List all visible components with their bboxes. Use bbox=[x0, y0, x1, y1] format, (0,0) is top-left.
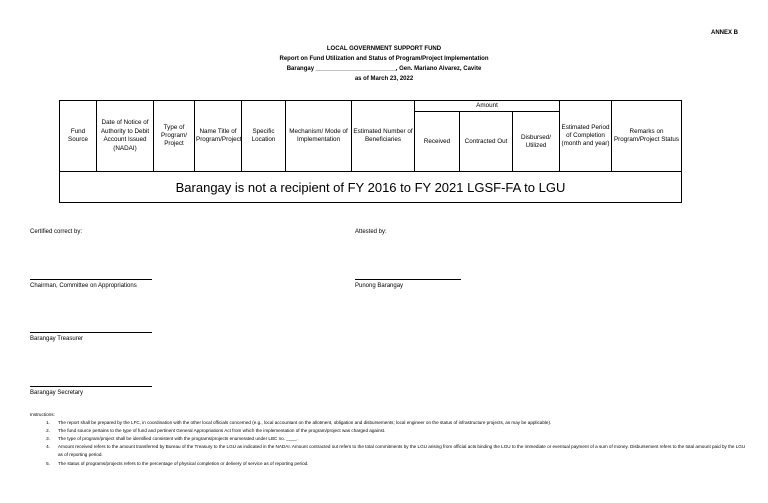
signature-line-chairman bbox=[30, 279, 152, 280]
instruction-number: 2. bbox=[46, 428, 50, 434]
annex-label: ANNEX B bbox=[710, 30, 738, 36]
report-header bbox=[0, 44, 768, 84]
col-received: Received bbox=[415, 112, 460, 172]
punong-label: Punong Barangay bbox=[355, 283, 404, 289]
instruction-item bbox=[30, 419, 750, 427]
header-barangay-line: Barangay ________________________, Gen. Mariano Alvarez, Cavite bbox=[286, 66, 482, 72]
instruction-number: 3. bbox=[46, 436, 50, 442]
chairman-label: Chairman, Committee on Appropriations bbox=[30, 283, 137, 289]
instruction-item bbox=[30, 427, 750, 435]
header-title: LOCAL GOVERNMENT SUPPORT FUND bbox=[326, 46, 442, 52]
signature-line-treasurer bbox=[30, 332, 152, 333]
col-remarks: Remarks on Program/Project Status bbox=[612, 101, 682, 172]
col-disbursed: Disbursed/ Utilized bbox=[513, 112, 560, 172]
col-fund-source: Fund Source bbox=[60, 101, 97, 172]
signature-line-punong bbox=[355, 279, 461, 280]
secretary-label: Barangay Secretary bbox=[30, 390, 84, 396]
instructions bbox=[30, 411, 750, 468]
header-date: as of March 23, 2022 bbox=[354, 76, 414, 82]
col-amount: Amount bbox=[415, 101, 560, 112]
signature-line-secretary bbox=[30, 386, 152, 387]
col-mechanism: Mechanism/ Mode of Implementation bbox=[286, 101, 352, 172]
instruction-item bbox=[30, 460, 750, 468]
col-name-title: Name Title of Program/Project bbox=[195, 101, 242, 172]
instruction-text: Amount received refers to the amount transferred by Bureau of the Treasury to the LGU as indicated in the NADAI. Amount contracted out refers to the total commitments by the LGU arising from official acts binding the LGU to the immediate or eventual payment of a sum of money. Disbursement refers to the total amount paid by the LGU as of reporting period. bbox=[58, 444, 746, 458]
instruction-item bbox=[30, 435, 750, 443]
col-location: Specific Location bbox=[242, 101, 286, 172]
instruction-number: 5. bbox=[46, 460, 50, 466]
report-table bbox=[59, 100, 682, 203]
instruction-text: The type of program/project shall be identified consistent with the programs/projects enumerated under LBC no. ____. bbox=[58, 436, 298, 442]
col-contracted: Contracted Out bbox=[460, 112, 513, 172]
instruction-item bbox=[30, 443, 750, 459]
instruction-text: The status of programs/projects refers to the percentage of physical completion or delivery of service as of reporting period. bbox=[58, 460, 309, 466]
certified-label: Certified correct by: bbox=[30, 229, 83, 235]
instruction-text: The fund source pertains to the type of fund and pertinent General Appropriations Act from which the implementation of the program/project was charged against. bbox=[58, 428, 386, 434]
attested-label: Attested by: bbox=[355, 229, 387, 235]
treasurer-label: Barangay Treasurer bbox=[30, 336, 84, 342]
col-type: Type of Program/ Project bbox=[154, 101, 195, 172]
instruction-text: The report shall be prepared by the LFC, in coordination with the other local officials concerned (e.g., local accountant on the allotment, obligation and disbursements; local engineer on the status of infrastructure projects, as may be applicable). bbox=[58, 420, 552, 426]
not-recipient-message: Barangay is not a recipient of FY 2016 to FY 2021 LGSF-FA to LGU bbox=[60, 172, 682, 203]
col-date-notice: Date of Notice of Authority to Debit Account Issued (NADAI) bbox=[97, 101, 154, 172]
col-beneficiaries: Estimated Number of Beneficiaries bbox=[352, 101, 415, 172]
header-subtitle: Report on Fund Utilization and Status of Program/Project Implementation bbox=[279, 56, 489, 62]
instruction-number: 1. bbox=[46, 420, 50, 426]
col-period: Estimated Period of Completion (month and year) bbox=[560, 101, 612, 172]
instruction-number: 4. bbox=[46, 444, 50, 450]
instructions-title: Instructions: bbox=[30, 412, 55, 417]
